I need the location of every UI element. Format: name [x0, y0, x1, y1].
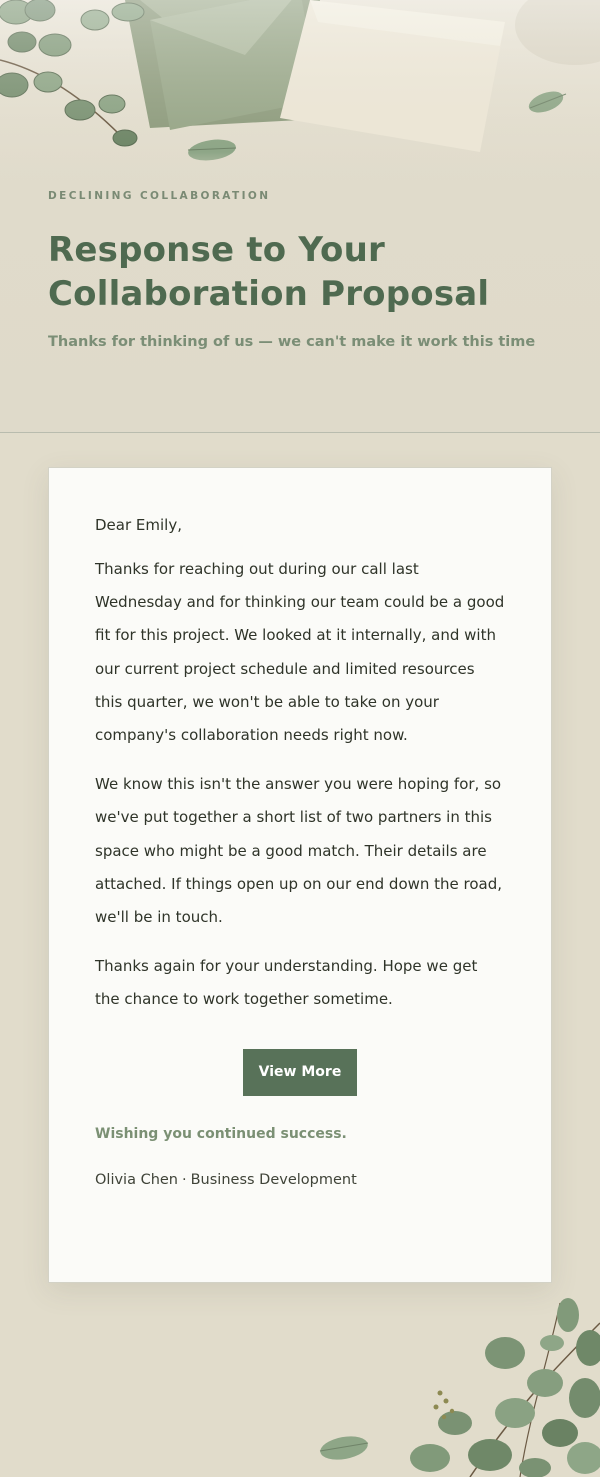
letter-paragraph-2: We know this isn't the answer you were hoping for, so we've put together a short list of two partners in this space who might be a good match. Their details are attached. If things open up on our end down the road, we'll be in touch.	[95, 775, 503, 927]
eyebrow-label: DECLINING COLLABORATION	[48, 190, 271, 202]
page-title: Response to Your Collaboration Proposal	[48, 230, 490, 314]
letter-closing: Wishing you continued success.	[95, 1125, 347, 1142]
envelopes-and-eucalyptus-illustration	[0, 0, 600, 190]
letter-paragraph-1: Thanks for reaching out during our call last Wednesday and for thinking our team could be a good fit for this project. We looked at it internally, and with our current project schedule and limited resources this quarter, we won't be able to take on your company's collaboration needs right now.	[95, 560, 505, 745]
signature-separator: ·	[182, 1171, 187, 1188]
letter-greeting: Dear Emily,	[95, 516, 182, 534]
letter-paragraph-3: Thanks again for your understanding. Hope we get the chance to work together sometime.	[95, 957, 478, 1009]
cta-wrapper	[95, 1049, 505, 1096]
hero-divider	[0, 432, 600, 433]
signature-name: Olivia Chen	[95, 1171, 178, 1188]
letter-card	[48, 467, 552, 1283]
signature-role: Business Development	[190, 1171, 357, 1188]
eucalyptus-branch-illustration	[0, 1283, 600, 1477]
page-subtitle: Thanks for thinking of us — we can't make it work this time	[48, 334, 536, 350]
letter-signature	[95, 1172, 505, 1188]
view-more-button[interactable]: View More	[243, 1049, 357, 1096]
hero-header	[0, 0, 600, 432]
